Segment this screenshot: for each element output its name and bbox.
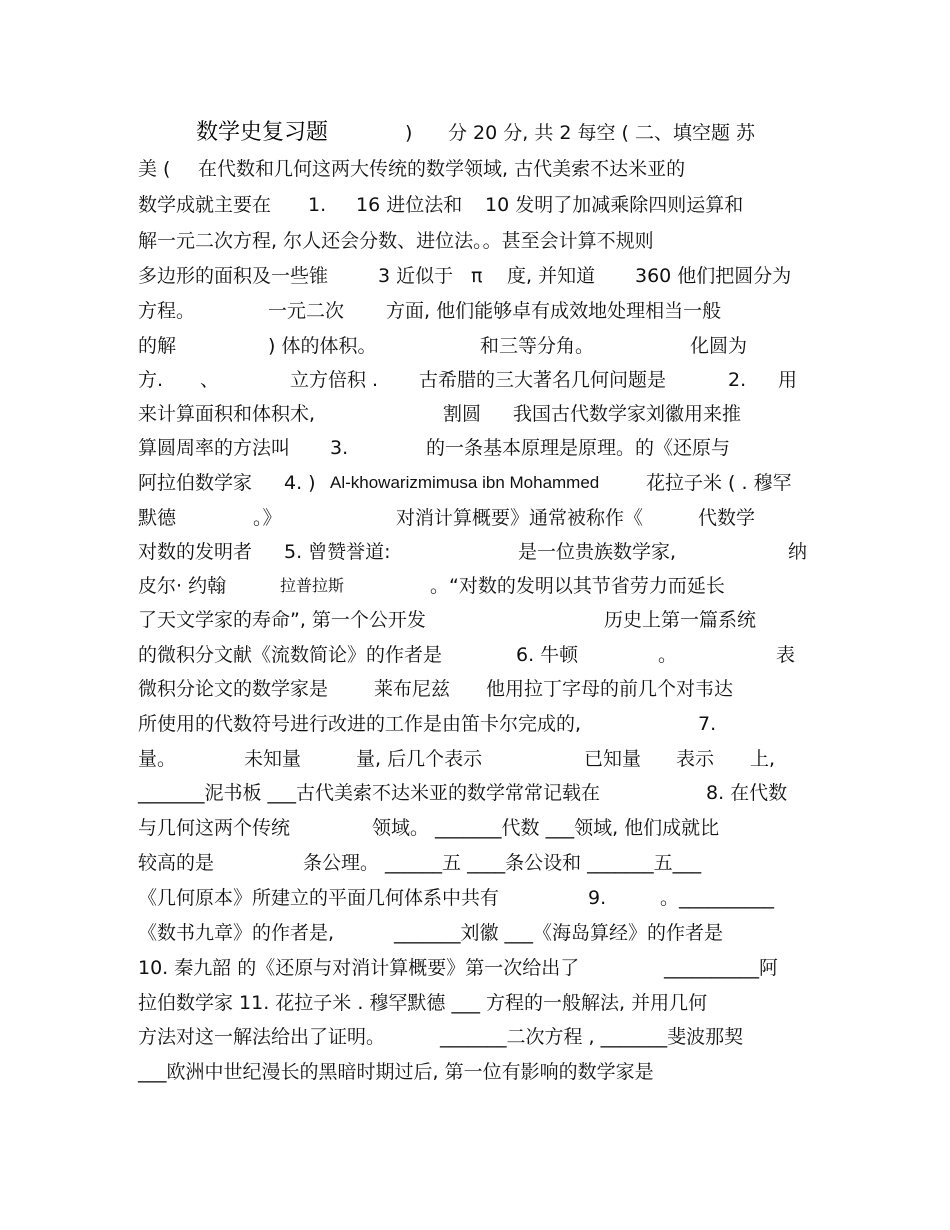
text-run: 割圆 <box>443 403 482 425</box>
text-line <box>138 916 820 950</box>
text-run: ___欧洲中世纪漫长的黑暗时期过后, 第一位有影响的数学家是 <box>138 1061 654 1083</box>
text-run: 量, 后几个表示 <box>356 748 483 770</box>
text-run: 。》 <box>253 507 282 529</box>
text-run: 分 20 分, 共 2 每空 ( 二、填空题 苏 <box>448 122 756 144</box>
text-run: 一元二次 <box>268 300 345 322</box>
text-run: 上, <box>750 748 776 770</box>
text-run: 方程。 <box>138 300 196 322</box>
text-run: 已知量 <box>584 748 642 770</box>
text-run: 。“对数的发明以其节省劳力而延长 <box>430 575 725 597</box>
text-line <box>138 846 820 880</box>
text-line <box>138 1055 820 1089</box>
text-line <box>138 569 820 603</box>
text-run: 我国古代数学家刘徽用来推 <box>513 403 742 425</box>
text-run: 条公理。 ______五 ____条公设和 _______五___ <box>303 852 702 874</box>
text-run: 360 他们把圆分为 <box>635 265 792 287</box>
text-run: ) <box>405 122 413 144</box>
text-run: 16 进位法和 <box>356 194 463 216</box>
text-run: 《几何原本》所建立的平面几何体系中共有 <box>138 887 500 909</box>
text-run: π <box>471 265 483 287</box>
text-run: ) 体的体积。 <box>268 335 377 357</box>
text-run: 纳 <box>788 541 808 563</box>
text-line <box>138 742 820 776</box>
text-run: 古希腊的三大著名几何问题是 <box>419 369 667 391</box>
text-line <box>138 811 820 845</box>
text-run: 9. <box>588 887 607 909</box>
text-run: 2. <box>728 369 747 391</box>
text-run: 与几何这两个传统 <box>138 817 291 839</box>
text-run: 用 <box>778 369 798 391</box>
text-line <box>138 881 820 915</box>
text-run: 多边形的面积及一些锥 <box>138 265 329 287</box>
text-run: 《数书九章》的作者是, <box>138 922 335 944</box>
text-run: _______刘徽 ___《海岛算经》的作者是 <box>394 922 724 944</box>
text-run: 默德 <box>138 507 177 529</box>
text-run: 算圆周率的方法叫 <box>138 437 291 459</box>
text-line <box>138 116 820 150</box>
text-run: 在代数和几何这两大传统的数学领域, 古代美索不达米亚的 <box>198 158 686 180</box>
text-run: 6. 牛顿 <box>516 644 579 666</box>
text-line <box>138 188 820 222</box>
text-run: 所使用的代数符号进行改进的工作是由笛卡尔完成的, <box>138 713 582 735</box>
text-run: 。__________ <box>660 887 775 909</box>
text-run: 3. <box>330 437 349 459</box>
text-line <box>138 363 820 397</box>
text-line <box>138 603 820 637</box>
text-run: __________阿 <box>664 957 779 979</box>
text-run: 和三等分角。 <box>480 335 595 357</box>
text-run: 的微积分文献《流数简论》的作者是 <box>138 644 443 666</box>
text-run: 10 发明了加减乘除四则运算和 <box>485 194 744 216</box>
text-run: 10. 秦九韶 的《还原与对消计算概要》第一次给出了 <box>138 957 580 979</box>
text-line <box>138 535 820 569</box>
text-run: 拉普拉斯 <box>280 576 345 595</box>
text-run: 表示 <box>676 748 715 770</box>
text-run: 对消计算概要》通常被称作《 <box>396 507 644 529</box>
text-run: 。 <box>658 644 678 666</box>
text-run: 是一位贵族数学家, <box>518 541 677 563</box>
text-run: _______二次方程 , _______斐波那契 <box>440 1026 744 1048</box>
text-run: 他用拉丁字母的前几个对韦达 <box>486 678 734 700</box>
text-line <box>138 672 820 706</box>
text-run: 量。 <box>138 748 177 770</box>
text-run: _______泥书板 ___古代美索不达米亚的数学常常记载在 <box>138 782 601 804</box>
text-line <box>138 707 820 741</box>
text-run: 历史上第一篇系统 <box>604 609 757 631</box>
text-run: 1. <box>308 194 327 216</box>
text-run: 来计算面积和体积术, <box>138 403 316 425</box>
text-line <box>138 951 820 985</box>
text-line <box>138 152 820 186</box>
text-line <box>138 638 820 672</box>
text-run: 方法对这一解法给出了证明。 <box>138 1026 386 1048</box>
text-run: 、 <box>200 369 220 391</box>
text-run: 化圆为 <box>690 335 748 357</box>
text-run: 较高的是 <box>138 852 215 874</box>
text-line <box>138 501 820 535</box>
text-line <box>138 224 820 258</box>
text-run: 数学成就主要在 <box>138 194 272 216</box>
text-run: 7. <box>698 713 717 735</box>
text-run: 了天文学家的寿命”, 第一个公开发 <box>138 609 426 631</box>
text-line <box>138 986 820 1020</box>
text-run: 皮尔· 约翰 <box>138 575 227 597</box>
text-line <box>138 431 820 465</box>
text-run: 莱布尼兹 <box>374 678 451 700</box>
text-run: Al-khowarizmimusa ibn Mohammed <box>330 473 600 492</box>
text-line <box>138 329 820 363</box>
text-run: 解一元二次方程, 尔人还会分数、进位法。。甚至会计算不规则 <box>138 230 654 252</box>
text-run: 方面, 他们能够卓有成效地处理相当一般 <box>386 300 722 322</box>
text-line <box>138 466 820 500</box>
text-run: 对数的发明者 <box>138 541 253 563</box>
text-run: 8. 在代数 <box>706 782 788 804</box>
text-run: 3 近似于 <box>378 265 454 287</box>
text-line <box>138 1020 820 1054</box>
text-line <box>138 397 820 431</box>
text-run: 微积分论文的数学家是 <box>138 678 329 700</box>
text-run: 的解 <box>138 335 177 357</box>
page-title: 数学史复习题 <box>196 120 329 145</box>
text-run: 阿拉伯数学家 <box>138 472 253 494</box>
text-run: 美 ( <box>138 158 171 180</box>
text-line <box>138 776 820 810</box>
text-line <box>138 294 820 328</box>
text-run: 的一条基本原理是原理。的《还原与 <box>426 437 731 459</box>
text-run: 表 <box>776 644 796 666</box>
text-run: 度, 并知道 <box>507 265 596 287</box>
text-run: 领域。 _______代数 ___领域, 他们成就比 <box>372 817 720 839</box>
text-run: 花拉子米 ( . 穆罕 <box>646 472 792 494</box>
text-run: 5. 曾赞誉道: <box>284 541 391 563</box>
text-line <box>138 259 820 293</box>
text-run: 4. ) <box>284 472 316 494</box>
text-run: 立方倍积 . <box>290 369 379 391</box>
text-run: 拉伯数学家 11. 花拉子米 . 穆罕默德 ___ 方程的一般解法, 并用几何 <box>138 992 708 1014</box>
text-run: 方. <box>138 369 164 391</box>
text-run: 未知量 <box>244 748 302 770</box>
text-run: 代数学 <box>698 507 756 529</box>
